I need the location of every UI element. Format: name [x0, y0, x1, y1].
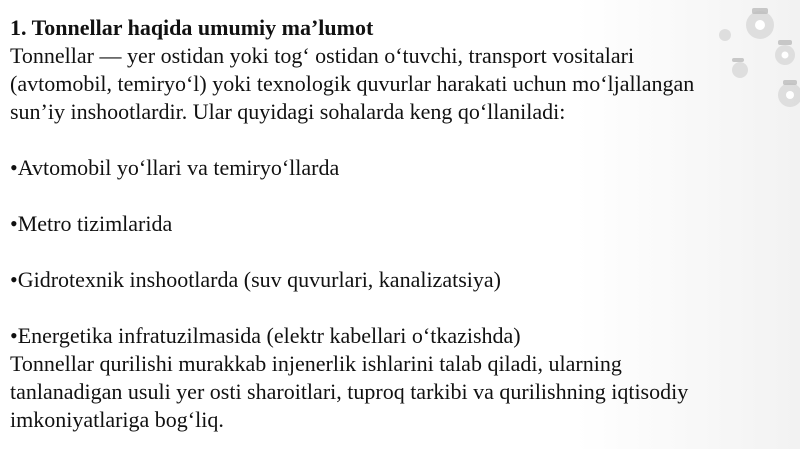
closing-line: imkoniyatlariga bog‘liq. — [10, 407, 224, 432]
bullet-item: •Gidrotexnik inshootlarda (suv quvurlari, kanalizatsiya) — [10, 267, 501, 292]
bullet-item: •Avtomobil yo‘llari va temiryo‘llarda — [10, 155, 340, 180]
bullet-item: •Energetika infratuzilmasida (elektr kabellari o‘tkazishda) — [10, 323, 521, 348]
closing-line: Tonnellar qurilishi murakkab injenerlik ishlarini talab qiladi, ularning — [10, 351, 622, 376]
slide-content — [10, 14, 790, 434]
slide-title: 1. Tonnellar haqida umumiy ma’lumot — [10, 15, 374, 40]
intro-line: (avtomobil, temiryo‘l) yoki texnologik quvurlar harakati uchun mo‘ljallangan — [10, 71, 695, 96]
closing-line: tanlanadigan usuli yer osti sharoitlari, tuproq tarkibi va qurilishning iqtisodiy — [10, 379, 689, 404]
intro-line: sun’iy inshootlardir. Ular quyidagi sohalarda keng qo‘llaniladi: — [10, 99, 566, 124]
intro-line: Tonnellar — yer ostidan yoki tog‘ ostidan o‘tuvchi, transport vositalari — [10, 43, 635, 68]
bullet-item: •Metro tizimlarida — [10, 211, 173, 236]
